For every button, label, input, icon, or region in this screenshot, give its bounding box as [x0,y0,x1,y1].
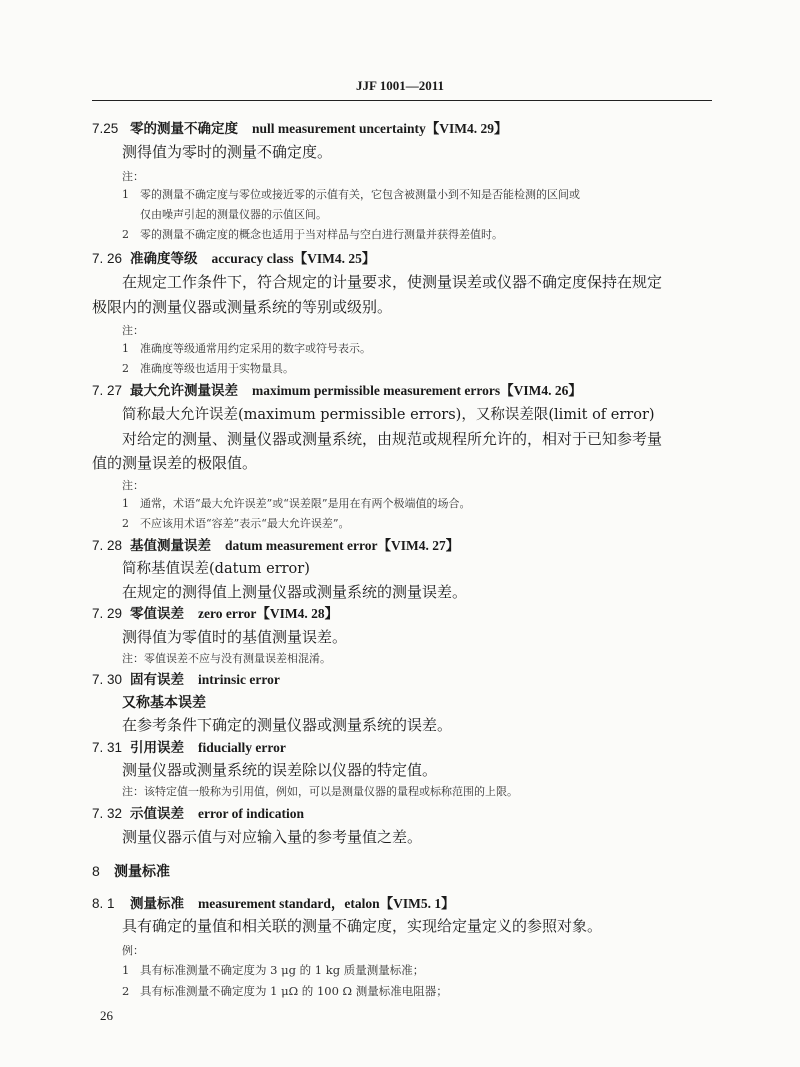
note-label: 注： [122,479,144,492]
term-heading: 7. 32 示值误差 error of indication [92,806,304,822]
term-heading: 7. 26 准确度等级 accuracy class【VIM4. 25】 [92,251,376,267]
term-definition: 具有确定的量值和相关联的测量不确定度，实现给定量定义的参照对象。 [122,917,603,935]
header-rule [92,100,712,101]
term-definition: 对给定的测量、测量仪器或测量系统，由规范或规程所允许的，相对于已知参考量 [122,430,663,448]
term-definition: 测得值为零时的测量不确定度。 [122,143,333,161]
page-header: JJF 1001—2011 [356,78,444,93]
term-heading: 7.25 零的测量不确定度 null measurement uncertainty【VIM4. 29】 [92,121,508,137]
term-definition: 在规定工作条件下，符合规定的计量要求，使测量误差或仪器不确定度保持在规定 [122,273,663,291]
term-heading: 7. 27 最大允许测量误差 maximum permissible measurement errors【VIM4. 26】 [92,383,582,399]
term-alias: 简称基值误差(datum error) [122,561,310,577]
example-item: 2 具有标准测量不确定度为 1 μΩ 的 100 Ω 测量标准电阻器； [122,984,448,998]
note-label: 注： [122,170,144,183]
term-definition: 在规定的测得值上测量仪器或测量系统的测量误差。 [122,583,468,601]
term-heading: 8. 1 测量标准 measurement standard，etalon【VIM5. 1】 [92,896,455,912]
section-heading: 8 测量标准 [92,863,170,880]
term-definition-continued: 极限内的测量仪器或测量系统的等别或级别。 [92,298,393,316]
note-item: 1 准确度等级通常用约定采用的数字或符号表示。 [122,342,371,355]
inline-note: 注：零值误差不应与没有测量误差相混淆。 [122,652,331,665]
term-definition-continued: 值的测量误差的极限值。 [92,454,258,472]
inline-note: 注：该特定值一般称为引用值，例如，可以是测量仪器的量程或标称范围的上限。 [122,785,518,798]
term-heading: 7. 29 零值误差 zero error【VIM4. 28】 [92,606,339,622]
example-item: 1 具有标准测量不确定度为 3 μg 的 1 kg 质量测量标准； [122,963,425,977]
note-item: 2 零的测量不确定度的概念也适用于当对样品与空白进行测量并获得差值时。 [122,228,503,241]
term-heading: 7. 28 基值测量误差 datum measurement error【VIM4. 27】 [92,538,460,554]
term-alias: 又称基本误差 [122,695,206,711]
note-item: 1 零的测量不确定度与零位或接近零的示值有关，它包含被测量小到不知是否能检测的区间或 [122,188,580,201]
term-definition: 测量仪器示值与对应输入量的参考量值之差。 [122,828,423,846]
note-item: 2 准确度等级也适用于实物量具。 [122,362,294,375]
note-item-continued: 仅由噪声引起的测量仪器的示值区间。 [140,208,327,221]
note-item: 2 不应该用术语“容差”表示“最大允许误差”。 [122,517,350,530]
term-heading: 7. 31 引用误差 fiducially error [92,740,286,756]
term-definition: 测量仪器或测量系统的误差除以仪器的特定值。 [122,761,438,779]
example-label: 例： [122,944,144,957]
term-heading: 7. 30 固有误差 intrinsic error [92,672,280,688]
page-number: 26 [100,1008,113,1023]
term-alias: 简称最大允许误差(maximum permissible errors)，又称误差限(limit of error) [122,407,655,423]
term-definition: 在参考条件下确定的测量仪器或测量系统的误差。 [122,716,453,734]
term-definition: 测得值为零值时的基值测量误差。 [122,628,348,646]
note-item: 1 通常，术语“最大允许误差”或“误差限”是用在有两个极端值的场合。 [122,497,471,510]
note-label: 注： [122,324,144,337]
